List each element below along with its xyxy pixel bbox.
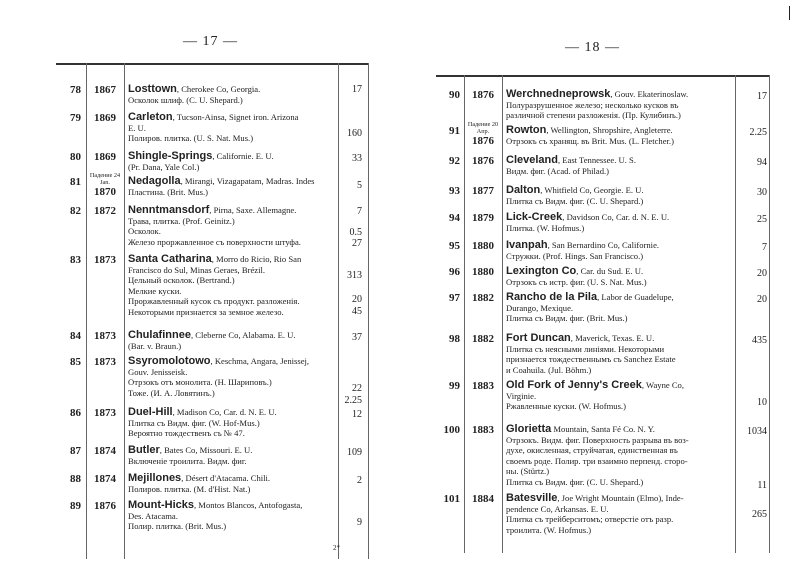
column-divider	[769, 75, 770, 553]
entry-year-cell	[87, 330, 123, 342]
meteorite-locality: , Wellington, Shropshire, Angleterre.	[546, 125, 673, 135]
meteorite-name: Losttown	[128, 84, 177, 95]
meteorite-name: Werchnedneprowsk	[506, 89, 611, 100]
entry-year: 1870	[94, 186, 116, 198]
entry-detail-line: Видм. фиг. (Acad. of Philad.)	[506, 165, 610, 176]
entry-number: 82	[70, 205, 81, 217]
entry-weight: 25	[757, 214, 767, 225]
header-rule	[436, 75, 769, 77]
entry-number: 98	[449, 333, 460, 345]
entry-weight: 12	[352, 409, 362, 420]
meteorite-locality: , Car. du Sud. E. U.	[576, 266, 644, 276]
entry-detail-line: Включеніе троилита. Видм. фиг.	[128, 455, 247, 466]
entry-year-cell	[87, 205, 123, 217]
meteorite-name: Mount-Hicks	[128, 500, 194, 511]
entry-detail-line: Отрзокъ съ истр. фиг. (U. S. Nat. Mus.)	[506, 276, 647, 287]
entry-detail-line: pendence Co, Arkansas. E. U.	[506, 503, 609, 514]
entry-heading	[128, 500, 334, 511]
entry-heading	[128, 112, 334, 123]
entry-weight: 20	[757, 294, 767, 305]
entry-description	[128, 151, 334, 172]
entry-number: 96	[449, 266, 460, 278]
entry-detail-line: Ржавленные куски. (W. Hofmus.)	[506, 401, 626, 411]
entry-number: 88	[70, 473, 81, 485]
entry-heading	[128, 176, 334, 187]
meteorite-locality: , Mirangi, Vizagapatam, Madras. Indes	[180, 176, 315, 186]
entry-detail-line: Плитка. (W. Hofmus.)	[506, 222, 585, 233]
entry-detail-line: E. U.	[128, 122, 146, 133]
entry-description	[128, 176, 334, 197]
entry-description	[506, 240, 732, 261]
entry-number: 99	[449, 380, 460, 392]
meteorite-name: Glorietta	[506, 424, 552, 435]
entry-detail-line: Плитка съ Видм. фиг. (W. Hof-Mus.)	[128, 417, 260, 428]
entry-heading	[128, 205, 334, 216]
meteorite-name: Old Fork of Jenny's Creek	[506, 380, 642, 391]
entry-weight: 33	[352, 153, 362, 164]
entry-weight: 30	[757, 187, 767, 198]
entry-weight: 22	[352, 383, 362, 394]
entry-detail-line: Цельный осколок. (Bertrand.)	[128, 275, 235, 285]
meteorite-name: Chulafinnee	[128, 330, 191, 341]
entry-heading	[506, 333, 732, 344]
entry-number: 89	[70, 500, 81, 512]
entry-description	[128, 356, 334, 398]
entry-year: 1882	[472, 292, 494, 304]
entry-description	[128, 500, 334, 532]
entry-number: 80	[70, 151, 81, 163]
entry-weight: 5	[357, 180, 362, 191]
meteorite-locality: , Morro do Ricio, Rio San	[211, 254, 302, 264]
entry-year: 1879	[472, 212, 494, 224]
entry-year-cell	[465, 292, 501, 304]
meteorite-name: Santa Catharina	[128, 254, 212, 265]
entry-description	[506, 493, 732, 535]
entry-heading	[128, 356, 334, 367]
entry-heading	[128, 445, 334, 456]
entry-detail-line: Пластина. (Brit. Mus.)	[128, 186, 209, 197]
entry-year: 1869	[94, 112, 116, 124]
entry-year: 1867	[94, 84, 116, 96]
entry-detail-line: Отрзокъ. Видм. фиг. Поверхность разрыва въ воз-	[506, 434, 689, 445]
entry-number: 81	[70, 176, 81, 188]
entry-description	[506, 89, 732, 121]
entry-detail-line: Полир. плитка. (Brit. Mus.)	[128, 521, 227, 531]
meteorite-locality: , Cleberne Co, Alabama. E. U.	[190, 330, 296, 340]
entry-year: 1880	[472, 240, 494, 252]
entry-weight: 7	[357, 206, 362, 217]
entry-year-cell	[465, 493, 501, 505]
entry-description	[506, 125, 732, 146]
entry-year: 1884	[472, 493, 494, 505]
entry-year-cell	[465, 155, 501, 167]
entry-number: 90	[449, 89, 460, 101]
entry-year-cell	[465, 212, 501, 224]
meteorite-name: Mejillones	[128, 473, 182, 484]
fall-date-note: Падение 24 Jan.	[89, 172, 121, 186]
entry-detail-line: Вероятно тождественъ съ № 47.	[128, 428, 245, 438]
entry-description	[506, 155, 732, 176]
entry-number: 92	[449, 155, 460, 167]
entry-heading	[506, 380, 732, 391]
entry-weight: 20	[757, 268, 767, 279]
entry-number: 83	[70, 254, 81, 266]
entry-year-cell	[87, 172, 123, 198]
column-divider	[368, 63, 369, 559]
entry-year: 1876	[472, 89, 494, 101]
entry-detail-line: Полиров. плитка. (M. d'Hist. Nat.)	[128, 483, 251, 494]
entry-weight: 17	[352, 84, 362, 95]
meteorite-name: Lick-Creek	[506, 212, 563, 223]
entry-detail-line: Трава, плитка. (Prof. Geinitz.)	[128, 215, 235, 226]
meteorite-locality: , Gouv. Ekaterinoslaw.	[610, 89, 689, 99]
entry-detail-line: Отрзокъ съ хранящ. въ Brit. Mus. (L. Fletcher.)	[506, 135, 674, 146]
entry-detail-line: Virginie.	[506, 390, 537, 401]
entry-weight: 2	[357, 475, 362, 486]
entry-number: 91	[449, 125, 460, 137]
entry-description	[128, 445, 334, 466]
meteorite-locality: , Keschma, Angara, Jenissej,	[210, 356, 310, 366]
entry-heading	[506, 292, 732, 303]
meteorite-locality: , Joe Wright Mountain (Elmo), Inde-	[557, 493, 684, 503]
entry-weight: 7	[762, 242, 767, 253]
meteorite-name: Nedagolla	[128, 176, 181, 187]
entry-number: 95	[449, 240, 460, 252]
entry-year: 1883	[472, 424, 494, 436]
entry-detail-line: Полиров. плитка. (U. S. Nat. Mus.)	[128, 133, 254, 143]
meteorite-locality: , Davidson Co, Car. d. N. E. U.	[562, 212, 670, 222]
entry-weight: 20	[352, 294, 362, 305]
entry-year: 1873	[94, 356, 116, 368]
entry-number: 79	[70, 112, 81, 124]
meteorite-name: Duel-Hill	[128, 407, 173, 418]
entry-year: 1873	[94, 330, 116, 342]
entry-year-cell	[87, 84, 123, 96]
entry-description	[506, 266, 732, 287]
entry-detail-line: Francisco do Sul, Minas Geraes, Brézil.	[128, 264, 265, 275]
meteorite-locality: , Cherokee Co, Georgia.	[176, 84, 261, 94]
meteorite-locality: , East Tennessee. U. S.	[557, 155, 636, 165]
entry-number: 100	[443, 424, 460, 436]
entry-weight: 2.25	[749, 127, 767, 138]
meteorite-locality: , Maverick, Texas. E. U.	[570, 333, 655, 343]
entry-weight: 37	[352, 332, 362, 343]
entry-detail-line: (Pr. Dana, Yale Col.)	[128, 161, 200, 172]
entry-number: 93	[449, 185, 460, 197]
entry-description	[506, 212, 732, 233]
entry-number: 101	[443, 493, 460, 505]
entry-number: 84	[70, 330, 81, 342]
entry-detail-line: различной степени разложенія. (Пр. Кулибинъ.)	[506, 110, 681, 120]
entry-heading	[506, 240, 732, 251]
entry-detail-line: Полуразрушенное железо; несколько кусков въ	[506, 99, 679, 110]
entry-year: 1877	[472, 185, 494, 197]
entry-weight: 45	[352, 306, 362, 317]
page-number: — 18 —	[565, 40, 620, 55]
entry-year-cell	[87, 407, 123, 419]
entry-year: 1869	[94, 151, 116, 163]
entry-year-cell	[87, 254, 123, 266]
signature-mark: 2*	[333, 544, 340, 552]
entry-year-cell	[465, 266, 501, 278]
entry-detail-line: Gouv. Jenisseisk.	[128, 366, 188, 377]
entry-weight: 265	[752, 509, 767, 520]
meteorite-name: Rancho de la Pila	[506, 292, 598, 303]
entry-year-cell	[87, 356, 123, 368]
entry-detail-line: Des. Atacama.	[128, 510, 178, 521]
entry-year-cell	[87, 500, 123, 512]
entry-description	[506, 424, 732, 487]
entry-year-cell	[87, 151, 123, 163]
entry-detail-line: признается тождественнымъ съ Sanchez Estate	[506, 354, 676, 364]
entry-year-cell	[465, 121, 501, 147]
entry-weight: 0.5	[349, 227, 362, 238]
entry-detail-line: Плитка съ трейберситомъ; отверстіе отъ разр.	[506, 514, 674, 524]
meteorite-locality: Mountain, Santa Fé Co. N. Y.	[551, 424, 655, 434]
entry-year-cell	[465, 240, 501, 252]
entry-detail-line: Некоторыми признается за земное железо.	[128, 306, 284, 317]
entry-number: 85	[70, 356, 81, 368]
meteorite-locality: , Tucson-Ainsa, Signet iron. Arizona	[172, 112, 299, 122]
entry-detail-line: Плитка съ Видм. фиг. (Brit. Mus.)	[506, 313, 628, 323]
entry-description	[128, 205, 334, 247]
entry-detail-line: Проржавленный кусок съ продукт. разложенія.	[128, 296, 300, 306]
column-divider	[124, 63, 125, 559]
entry-year: 1883	[472, 380, 494, 392]
column-divider	[502, 75, 503, 553]
entry-description	[506, 333, 732, 375]
meteorite-locality: , Montos Blancos, Antofogasta,	[194, 500, 303, 510]
entry-description	[128, 84, 334, 105]
meteorite-locality: , Pirna, Saxe. Allemagne.	[209, 205, 297, 215]
entry-year: 1874	[94, 445, 116, 457]
entry-year-cell	[465, 89, 501, 101]
meteorite-name: Cleveland	[506, 155, 558, 166]
entry-weight: 435	[752, 335, 767, 346]
entry-detail-line: Мелкие куски.	[128, 285, 182, 296]
entry-heading	[506, 89, 732, 100]
meteorite-name: Butler	[128, 445, 160, 456]
meteorite-locality: , San Bernardino Co, Californie.	[547, 240, 660, 250]
entry-heading	[506, 125, 732, 136]
entry-year: 1873	[94, 407, 116, 419]
entry-detail-line: (Bar. v. Braun.)	[128, 340, 182, 351]
entry-year-cell	[87, 112, 123, 124]
entry-heading	[506, 493, 732, 504]
entry-weight: 10	[757, 397, 767, 408]
right-page	[400, 0, 799, 565]
meteorite-name: Shingle-Springs	[128, 151, 213, 162]
entry-number: 78	[70, 84, 81, 96]
entry-year: 1874	[94, 473, 116, 485]
entry-number: 87	[70, 445, 81, 457]
entry-number: 86	[70, 407, 81, 419]
entry-detail-line: Стружки. (Prof. Hings. San Francisco.)	[506, 250, 644, 261]
entry-weight: 2.25	[344, 395, 362, 406]
entry-heading	[128, 84, 334, 95]
entry-year: 1873	[94, 254, 116, 266]
page-edge-mark	[789, 6, 791, 20]
entry-year-cell	[87, 445, 123, 457]
entry-year: 1876	[472, 135, 494, 147]
entry-description	[506, 292, 732, 324]
entry-weight: 17	[757, 91, 767, 102]
entry-heading	[128, 254, 334, 265]
entry-heading	[506, 185, 732, 196]
entry-detail-line: Плитка съ Видм. фиг. (C. U. Shepard.)	[506, 476, 644, 487]
meteorite-name: Rowton	[506, 125, 547, 136]
page-number: — 17 —	[183, 34, 238, 49]
entry-weight: 313	[347, 270, 362, 281]
meteorite-name: Dalton	[506, 185, 541, 196]
meteorite-name: Ssyromolotowo	[128, 356, 211, 367]
entry-year: 1880	[472, 266, 494, 278]
meteorite-locality: , Whitfield Co, Georgie. E. U.	[540, 185, 644, 195]
entry-year: 1876	[94, 500, 116, 512]
entry-weight: 11	[757, 480, 767, 491]
entry-detail-line: духе, окисленная, струйчатая, единственная въ	[506, 445, 678, 455]
entry-detail-line: Durango, Mexique.	[506, 302, 574, 313]
entry-description	[128, 407, 334, 439]
entry-weight: 160	[347, 128, 362, 139]
entry-number: 94	[449, 212, 460, 224]
meteorite-locality: , Californie. E. U.	[212, 151, 274, 161]
entry-description	[506, 380, 732, 412]
entry-detail-line: Железо проржавленное съ поверхности штуфа.	[128, 236, 301, 247]
entry-heading	[506, 424, 732, 435]
entry-description	[128, 330, 334, 351]
entry-heading	[128, 407, 334, 418]
entry-heading	[506, 266, 732, 277]
entry-detail-line: и Coahuila. (Jul. Böhm.)	[506, 364, 592, 375]
meteorite-name: Ivanpah	[506, 240, 548, 251]
meteorite-name: Fort Duncan	[506, 333, 571, 344]
entry-year-cell	[87, 473, 123, 485]
entry-weight: 9	[357, 517, 362, 528]
entry-heading	[506, 155, 732, 166]
entry-weight: 109	[347, 447, 362, 458]
entry-year-cell	[465, 424, 501, 436]
meteorite-locality: , Bates Co, Missouri. E. U.	[159, 445, 253, 455]
meteorite-locality: , Madison Co, Car. d. N. E. U.	[172, 407, 277, 417]
entry-weight: 94	[757, 157, 767, 168]
entry-description	[128, 254, 334, 317]
entry-detail-line: Плитка съ Видм. фиг. (C. U. Shepard.)	[506, 195, 644, 206]
meteorite-locality: , Wayne Co,	[641, 380, 685, 390]
entry-detail-line: своемъ роде. Полир. три взаимно перпенд. сторо-	[506, 455, 688, 466]
entry-weight: 27	[352, 238, 362, 249]
entry-detail-line: Тоже. (И. А. Ловятинъ.)	[128, 387, 215, 398]
entry-heading	[128, 151, 334, 162]
meteorite-name: Carleton	[128, 112, 173, 123]
entry-detail-line: Плитка съ неясными линіями. Некоторыми	[506, 343, 665, 354]
fall-date-note: Падение 20 Апр.	[467, 121, 499, 135]
meteorite-name: Lexington Co	[506, 266, 577, 277]
entry-detail-line: Осколок шлиф. (C. U. Shepard.)	[128, 94, 243, 105]
meteorite-locality: , Labor de Guadelupe,	[597, 292, 674, 302]
entry-number: 97	[449, 292, 460, 304]
entry-description	[128, 473, 334, 494]
entry-detail-line: Отрзокъ отъ монолита. (Н. Шариповъ.)	[128, 377, 272, 387]
entry-year-cell	[465, 333, 501, 345]
entry-year: 1882	[472, 333, 494, 345]
entry-detail-line: ны. (Stürtz.)	[506, 466, 550, 476]
meteorite-locality: , Désert d'Atacama. Chili.	[181, 473, 271, 483]
entry-year: 1872	[94, 205, 116, 217]
entry-heading	[506, 212, 732, 223]
entry-detail-line: троилита. (W. Hofmus.)	[506, 524, 592, 535]
entry-heading	[128, 473, 334, 484]
entry-year: 1876	[472, 155, 494, 167]
entry-description	[128, 112, 334, 144]
header-rule	[56, 63, 368, 65]
entry-detail-line: Осколок.	[128, 226, 161, 236]
entry-year-cell	[465, 380, 501, 392]
entry-year-cell	[465, 185, 501, 197]
meteorite-name: Nenntmansdorf	[128, 205, 210, 216]
meteorite-name: Batesville	[506, 493, 558, 504]
entry-weight: 1034	[747, 426, 767, 437]
entry-description	[506, 185, 732, 206]
entry-heading	[128, 330, 334, 341]
